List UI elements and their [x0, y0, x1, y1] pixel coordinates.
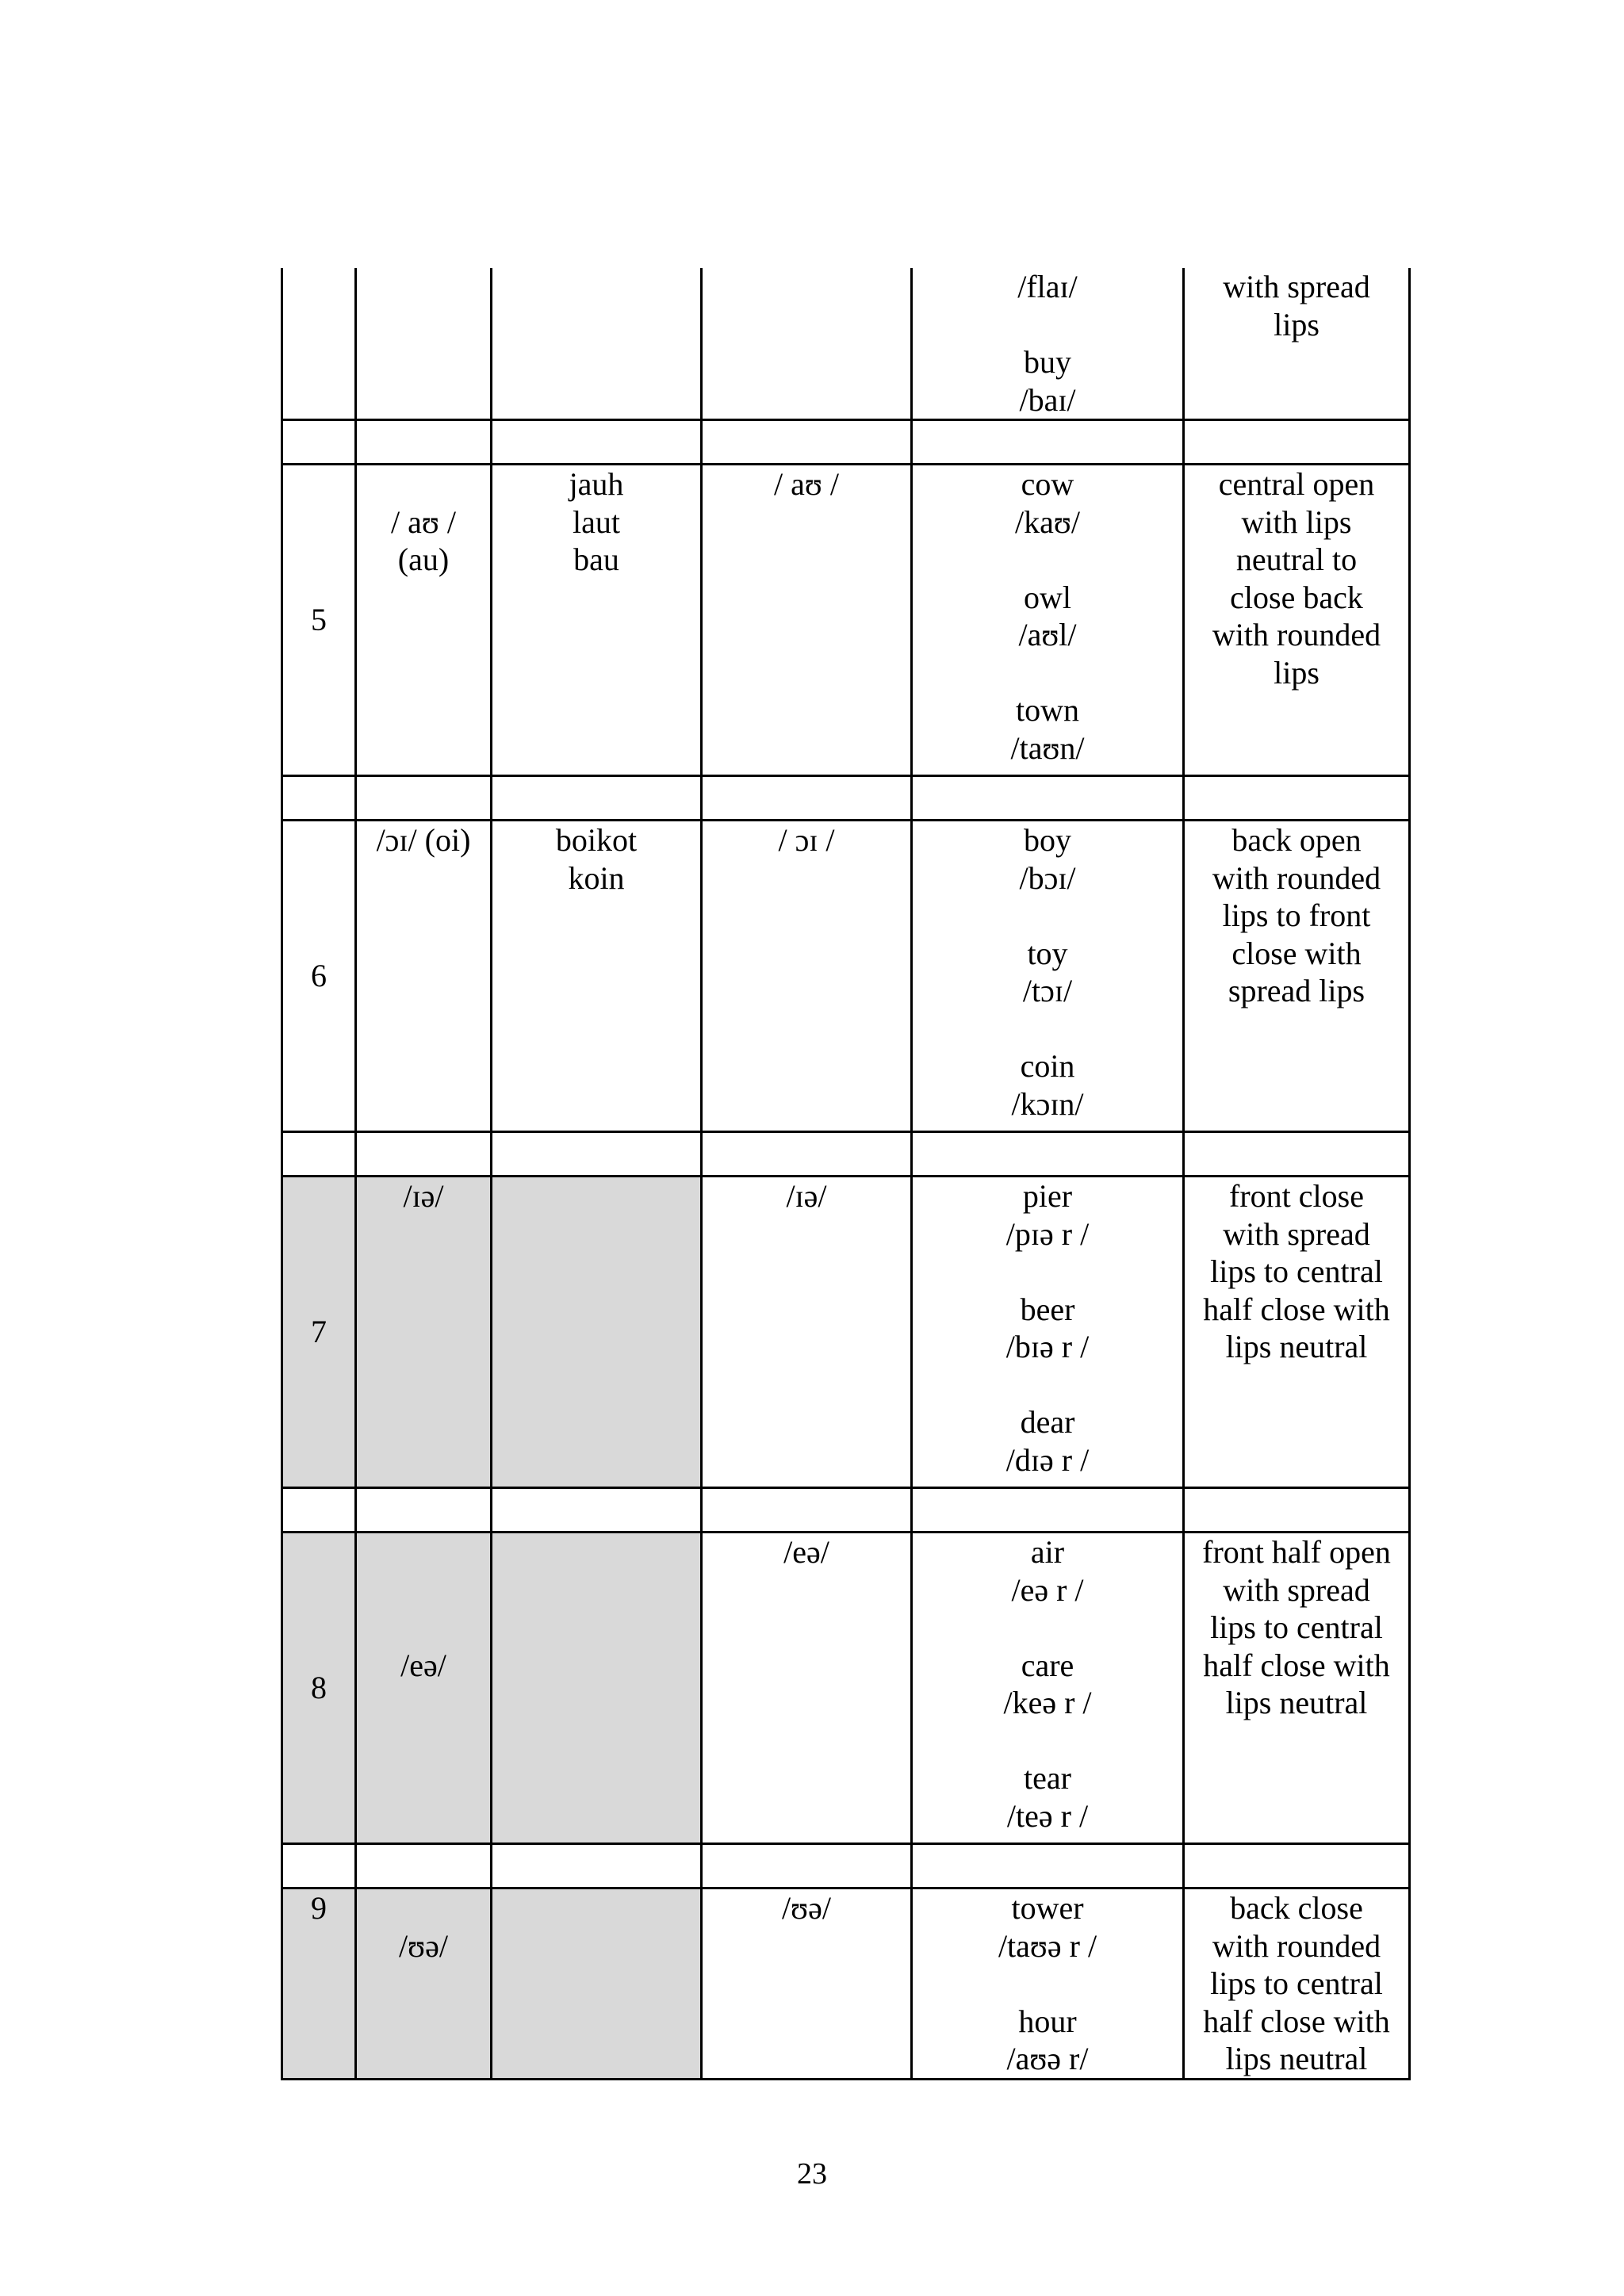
english-symbol: / aʊ /: [774, 466, 839, 502]
spacer-cell: [1184, 1132, 1410, 1177]
indonesian-examples-cell: [492, 465, 702, 776]
spacer-cell: [356, 420, 492, 465]
example-words-line: /taʊn/: [1010, 729, 1085, 766]
indonesian-examples-line: koin: [568, 859, 625, 896]
spacer-cell: [282, 1132, 356, 1177]
page-number: 23: [797, 2157, 827, 2191]
spacer-cell: [912, 1132, 1184, 1177]
spacer-cell: [1184, 776, 1410, 821]
indonesian-symbol-cell: [356, 1177, 492, 1488]
spacer-cell: [492, 1488, 702, 1533]
spacer-row: [282, 1132, 1410, 1177]
spacer-cell: [282, 1844, 356, 1888]
example-words-line: /bɔɪ/: [1019, 859, 1076, 896]
indonesian-examples-line: laut: [573, 503, 620, 540]
description-line: neutral to: [1235, 541, 1358, 577]
indonesian-symbol-line: [357, 1889, 490, 1927]
spacer-cell: [356, 776, 492, 821]
example-words-cell: [912, 1888, 1184, 2080]
indonesian-symbol-line: (au): [397, 541, 450, 577]
indonesian-symbol-line: /ɔɪ/ (oi): [376, 822, 471, 858]
row-number-cell: [282, 465, 356, 776]
spacer-cell: [492, 1844, 702, 1888]
spacer-cell: [912, 776, 1184, 821]
example-words-line: dear: [1020, 1404, 1075, 1440]
spacer-cell: [1184, 420, 1410, 465]
example-words-line: /bɪə r /: [1005, 1329, 1090, 1364]
example-words-line: /dɪə r /: [1005, 1441, 1090, 1478]
indonesian-examples-line: boikot: [555, 822, 638, 858]
example-words-line: [913, 1366, 1182, 1404]
spacer-cell: [356, 1488, 492, 1533]
english-symbol: [703, 268, 910, 306]
example-words-line: [913, 1010, 1182, 1048]
example-words-cell: [912, 1533, 1184, 1844]
spacer-row: [282, 420, 1410, 465]
example-words-line: [913, 306, 1182, 344]
english-symbol-cell: [702, 1533, 912, 1844]
spacer-cell: [702, 1488, 912, 1533]
description-line: with rounded: [1212, 1927, 1381, 1964]
description-line: lips to central: [1210, 1965, 1383, 2001]
example-words-line: boy: [1024, 822, 1071, 858]
row-number-cell: [282, 1888, 356, 2080]
table-row: [282, 465, 1410, 776]
table-row: [282, 268, 1410, 420]
example-words-line: /flaɪ/: [1017, 269, 1078, 304]
description-line: lips to front: [1222, 897, 1371, 933]
description-line: central open: [1218, 466, 1375, 502]
description-line: close back: [1230, 579, 1363, 615]
description-line: lips: [1274, 654, 1320, 691]
spacer-cell: [912, 420, 1184, 465]
example-words-line: [913, 1722, 1182, 1760]
row-number: 8: [311, 1670, 327, 1706]
spacer-cell: [356, 1132, 492, 1177]
row-number: 5: [311, 602, 327, 638]
example-words-line: cow: [1021, 466, 1074, 502]
table-body: [282, 268, 1410, 2080]
indonesian-symbol-cell: [356, 1888, 492, 2080]
example-words-line: air: [1030, 1534, 1065, 1570]
spacer-row: [282, 1488, 1410, 1533]
row-number-cell: [282, 1177, 356, 1488]
example-words-line: /kɔɪn/: [1011, 1085, 1084, 1122]
spacer-cell: [702, 776, 912, 821]
spacer-cell: [702, 420, 912, 465]
spacer-cell: [282, 1488, 356, 1533]
description-line: with spread: [1223, 269, 1370, 304]
description-cell: [1184, 1177, 1410, 1488]
table-row: [282, 1177, 1410, 1488]
indonesian-symbol-cell: [356, 1533, 492, 1844]
table-row: [282, 1533, 1410, 1844]
indonesian-symbol-line: /eə/: [400, 1647, 446, 1683]
row-number: 7: [311, 1314, 327, 1350]
english-symbol-cell: [702, 821, 912, 1132]
indonesian-examples-line: bau: [573, 541, 619, 577]
description-cell: [1184, 465, 1410, 776]
description-line: spread lips: [1228, 973, 1365, 1008]
description-cell: [1184, 1888, 1410, 2080]
row-number: 6: [311, 958, 327, 994]
description-line: front half open: [1202, 1534, 1391, 1570]
example-words-line: [913, 1253, 1182, 1291]
example-words-line: beer: [1020, 1291, 1075, 1327]
description-line: front close: [1229, 1178, 1364, 1214]
indonesian-symbol-line: [357, 465, 490, 503]
spacer-cell: [702, 1844, 912, 1888]
indonesian-examples-cell: [492, 1533, 702, 1844]
description-line: half close with: [1203, 1291, 1390, 1327]
example-words-line: /taʊə r /: [998, 1927, 1097, 1964]
description-line: with spread: [1223, 1571, 1370, 1608]
example-words-line: tower: [1011, 1890, 1084, 1926]
indonesian-symbol-line: [357, 1571, 490, 1609]
indonesian-examples-cell: [492, 1177, 702, 1488]
english-symbol-cell: [702, 465, 912, 776]
spacer-cell: [492, 1132, 702, 1177]
example-words-line: [913, 1965, 1182, 2003]
spacer-cell: [492, 776, 702, 821]
indonesian-symbol-cell: [356, 821, 492, 1132]
description-line: with rounded: [1212, 859, 1381, 896]
description-line: lips to central: [1210, 1253, 1383, 1289]
row-number: 9: [311, 1890, 327, 1926]
example-words-line: hour: [1018, 2003, 1077, 2039]
english-symbol: / ɔɪ /: [778, 822, 835, 858]
english-symbol-cell: [702, 268, 912, 420]
spacer-row: [282, 776, 1410, 821]
example-words-line: /teə r /: [1006, 1797, 1089, 1834]
indonesian-symbol-line: [357, 1609, 490, 1647]
spacer-cell: [912, 1844, 1184, 1888]
spacer-cell: [1184, 1844, 1410, 1888]
english-symbol-cell: [702, 1177, 912, 1488]
indonesian-symbol-line: [357, 1533, 490, 1571]
spacer-cell: [282, 420, 356, 465]
indonesian-symbol-line: /ɪə/: [403, 1178, 444, 1214]
indonesian-symbol-cell: [356, 465, 492, 776]
example-words-line: /pɪə r /: [1005, 1215, 1090, 1252]
example-words-line: /keə r /: [1003, 1685, 1092, 1720]
row-number-cell: [282, 1533, 356, 1844]
description-line: back close: [1230, 1890, 1363, 1926]
indonesian-symbol-line: /ʊə/: [399, 1927, 448, 1964]
example-words-line: coin: [1020, 1048, 1075, 1084]
example-words-line: owl: [1024, 579, 1071, 615]
spacer-cell: [1184, 1488, 1410, 1533]
table-row: [282, 1888, 1410, 2080]
example-words-line: /eə r /: [1011, 1571, 1084, 1608]
indonesian-examples-cell: [492, 821, 702, 1132]
spacer-cell: [492, 420, 702, 465]
description-line: close with: [1231, 935, 1362, 971]
description-cell: [1184, 268, 1410, 420]
example-words-line: care: [1021, 1647, 1074, 1683]
example-words-line: pier: [1022, 1178, 1073, 1214]
spacer-cell: [356, 1844, 492, 1888]
indonesian-examples-cell: [492, 268, 702, 420]
example-words-cell: [912, 1177, 1184, 1488]
example-words-line: [913, 1609, 1182, 1647]
example-words-line: toy: [1027, 935, 1068, 971]
table-row: [282, 821, 1410, 1132]
example-words-line: /baɪ/: [1019, 381, 1076, 418]
row-number-cell: [282, 821, 356, 1132]
example-words-line: /aʊl/: [1018, 617, 1077, 652]
example-words-line: [913, 897, 1182, 935]
description-line: lips neutral: [1225, 2041, 1368, 2076]
spacer-cell: [912, 1488, 1184, 1533]
english-symbol-cell: [702, 1888, 912, 2080]
spacer-cell: [702, 1132, 912, 1177]
example-words-line: tear: [1024, 1760, 1071, 1796]
description-line: half close with: [1203, 1647, 1390, 1683]
spacer-row: [282, 1844, 1410, 1888]
example-words-line: buy: [1024, 344, 1071, 380]
description-line: with rounded: [1212, 617, 1381, 652]
description-cell: [1184, 821, 1410, 1132]
example-words-cell: [912, 821, 1184, 1132]
row-number-cell: [282, 268, 356, 420]
example-words-line: [913, 654, 1182, 692]
indonesian-examples-cell: [492, 1888, 702, 2080]
indonesian-examples-line: jauh: [569, 466, 624, 502]
english-symbol: /ɪə/: [786, 1178, 827, 1214]
description-line: with spread: [1223, 1215, 1370, 1252]
example-words-line: town: [1016, 692, 1079, 728]
description-line: lips neutral: [1225, 1329, 1368, 1364]
example-words-line: /kaʊ/: [1015, 503, 1080, 540]
description-line: lips: [1274, 306, 1320, 342]
example-words-line: /aʊə r/: [1006, 2041, 1089, 2076]
example-words-cell: [912, 465, 1184, 776]
example-words-cell: [912, 268, 1184, 420]
description-line: back open: [1231, 822, 1362, 858]
indonesian-symbol-cell: [356, 268, 492, 420]
description-line: with lips: [1241, 503, 1352, 540]
english-symbol: /ʊə/: [782, 1890, 831, 1926]
diphthong-table: [281, 268, 1411, 2080]
description-line: lips to central: [1210, 1609, 1383, 1645]
description-line: half close with: [1203, 2003, 1390, 2039]
indonesian-symbol-line: / aʊ /: [391, 503, 456, 540]
description-cell: [1184, 1533, 1410, 1844]
description-line: lips neutral: [1225, 1685, 1368, 1720]
example-words-line: [913, 541, 1182, 579]
english-symbol: /eə/: [783, 1534, 829, 1570]
spacer-cell: [282, 776, 356, 821]
example-words-line: /tɔɪ/: [1022, 973, 1073, 1008]
